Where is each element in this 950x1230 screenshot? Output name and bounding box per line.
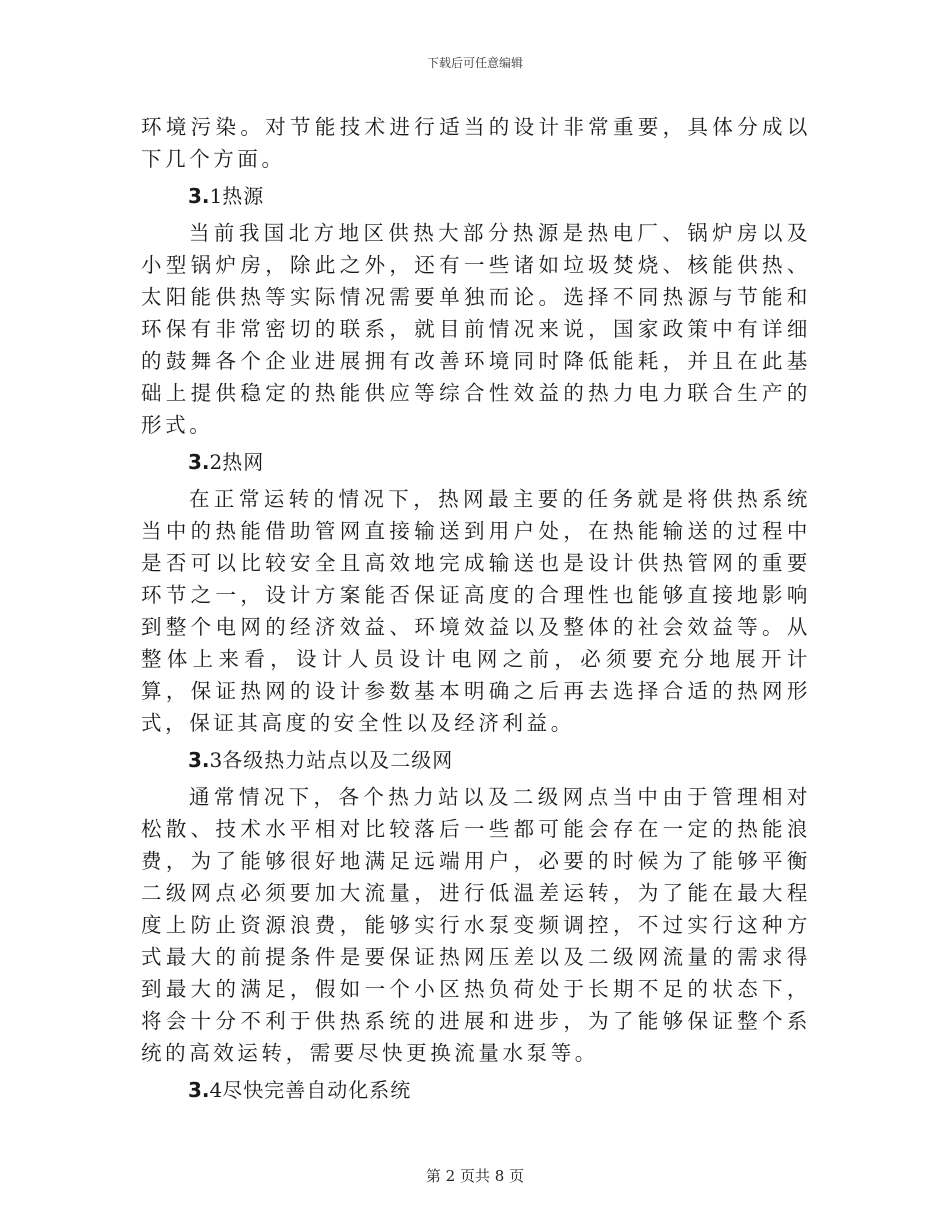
page-header: 下载后可任意编辑 — [426, 56, 523, 70]
section-number-rest: 1 — [209, 184, 223, 208]
section-paragraph-3-1: 当前我国北方地区供热大部分热源是热电厂、锅炉房以及小型锅炉房，除此之外，还有一些诸如垃圾焚烧、核能供热、太阳能供热等实际情况需要单独而论。选择不同热源与节能和环保有非常密切的联系，就目前情况来说，国家政策中有详细的鼓舞各个企业进展拥有改善环境同时降低能耗，并且在此基础上提供稳定的热能供应等综合性效益的热力电力联合生产的形式。 — [141, 221, 811, 437]
section-title: 热源 — [222, 184, 265, 208]
section-heading-3-3 — [141, 744, 811, 777]
section-number: 3. — [188, 450, 210, 474]
section-number-rest: 2 — [209, 450, 223, 474]
section-number: 3. — [188, 1078, 210, 1102]
section-heading-3-1 — [141, 180, 811, 213]
section-title: 尽快完善自动化系统 — [222, 1078, 412, 1102]
intro-continuation-paragraph: 环境污染。对节能技术进行适当的设计非常重要，具体分成以下几个方面。 — [141, 115, 811, 171]
section-heading-3-2 — [141, 446, 811, 479]
section-number-rest: 3 — [209, 748, 223, 772]
section-paragraph-3-3: 通常情况下，各个热力站以及二级网点当中由于管理相对松散、技术水平相对比较落后一些都可能会存在一定的热能浪费，为了能够很好地满足远端用户，必要的时候为了能够平衡二级网点必须要加大流量，进行低温差运转，为了能在最大程度上防止资源浪费，能够实行水泵变频调控，不过实行这种方式最大的前提条件是要保证热网压差以及二级网流量的需求得到最大的满足，假如一个小区热负荷处于长期不足的状态下，将会十分不利于供热系统的进展和进步，为了能够保证整个系统的高效运转，需要尽快更换流量水泵等。 — [141, 785, 811, 1065]
section-title: 各级热力站点以及二级网 — [222, 748, 454, 772]
section-heading-3-4 — [141, 1074, 811, 1107]
document-body — [141, 111, 811, 1111]
section-number: 3. — [188, 184, 210, 208]
section-paragraph-3-2: 在正常运转的情况下，热网最主要的任务就是将供热系统当中的热能借助管网直接输送到用户处，在热能输送的过程中是否可以比较安全且高效地完成输送也是设计供热管网的重要环节之一，设计方案能否保证高度的合理性也能够直接地影响到整个电网的经济效益、环境效益以及整体的社会效益等。从整体上来看，设计人员设计电网之前，必须要充分地展开计算，保证热网的设计参数基本明确之后再去选择合适的热网形式，保证其高度的安全性以及经济利益。 — [141, 487, 811, 735]
section-number-rest: 4 — [209, 1078, 223, 1102]
section-number: 3. — [188, 748, 210, 772]
page-footer: 第 2 页共 8 页 — [425, 1167, 525, 1185]
section-title: 热网 — [222, 450, 265, 474]
